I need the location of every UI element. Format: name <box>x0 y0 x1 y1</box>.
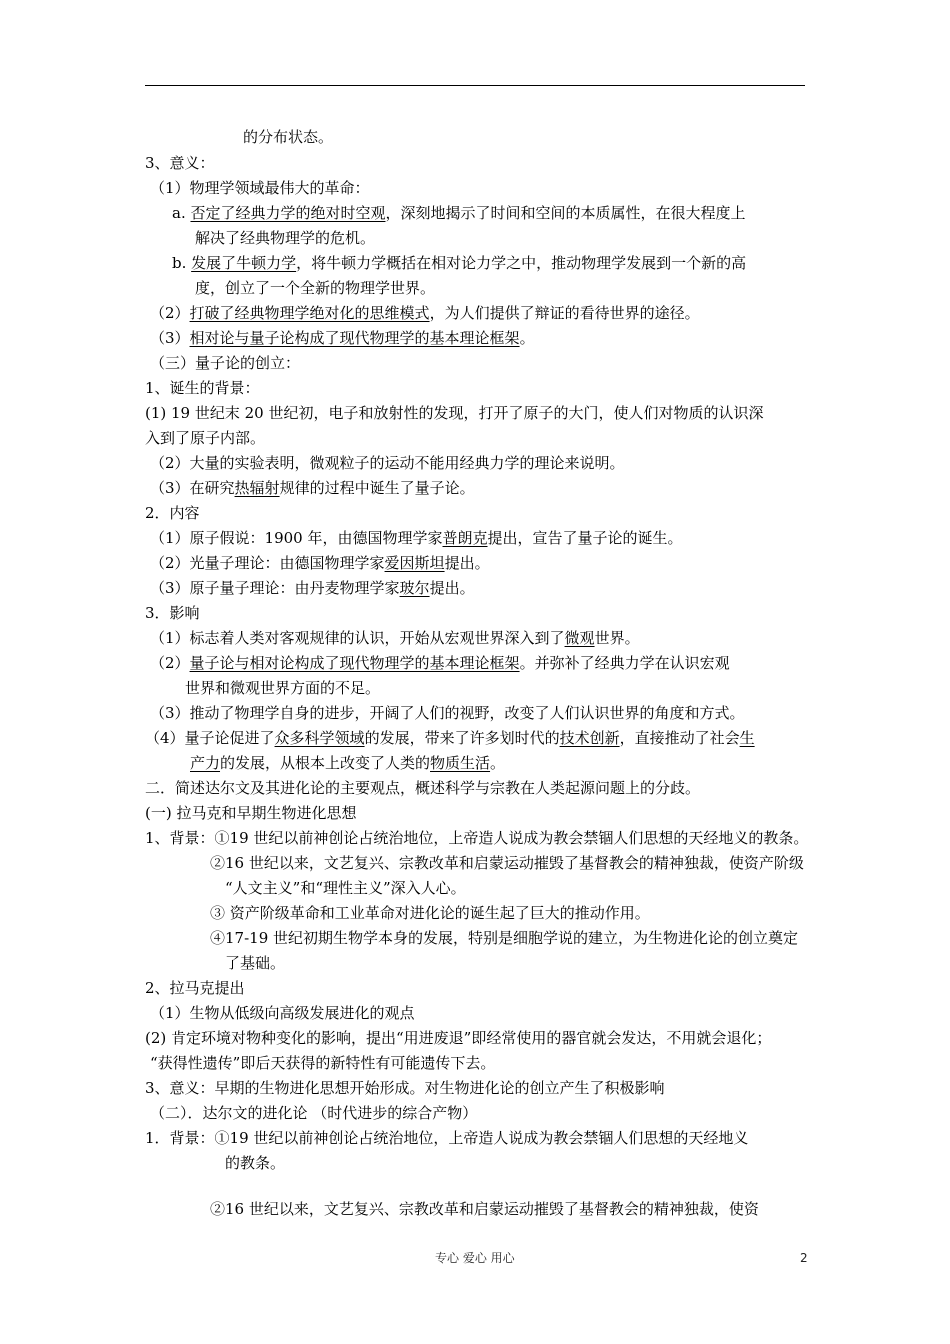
text-segment: 。并弥补了经典力学在认识宏观 <box>519 654 730 672</box>
text-line: (一) 拉马克和早期生物进化思想 <box>145 804 357 822</box>
text-line: 世界和微观世界方面的不足。 <box>185 679 381 697</box>
text-line <box>150 328 535 348</box>
text-segment: （1）标志着人类对客观规律的认识，开始从宏观世界深入到了 <box>150 629 565 647</box>
text-line: 2．内容 <box>145 504 200 522</box>
text-line: 的教条。 <box>225 1154 286 1172</box>
text-line <box>150 628 640 648</box>
underlined-term: 否定了经典力学的绝对时空观 <box>190 204 386 222</box>
text-line: ②16 世纪以来，文艺复兴、宗教改革和启蒙运动摧毁了基督教会的精神独裁，使资 <box>210 1200 759 1218</box>
underlined-term: 产力 <box>190 754 221 772</box>
text-segment: 。 <box>519 329 535 347</box>
text-segment: 。 <box>490 754 506 772</box>
text-segment: （3）在研究 <box>150 479 235 497</box>
text-line: （二）．达尔文的进化论 （时代进步的综合产物） <box>150 1104 478 1122</box>
text-line: “人文主义”和“理性主义”深入人心。 <box>225 879 466 897</box>
text-line: 入到了原子内部。 <box>145 429 266 447</box>
text-line <box>172 203 746 223</box>
underlined-term: 玻尔 <box>399 579 430 597</box>
text-segment: 提出。 <box>444 554 490 572</box>
text-segment: （3）原子量子理论：由丹麦物理学家 <box>150 579 400 597</box>
text-line: （1）生物从低级向高级发展进化的观点 <box>150 1004 415 1022</box>
underlined-term: 量子论与相对论构成了现代物理学的基本理论框架 <box>189 654 520 672</box>
text-line: 3、意义：早期的生物进化思想开始形成。对生物进化论的创立产生了积极影响 <box>145 1079 665 1097</box>
text-line: 度，创立了一个全新的物理学世界。 <box>195 279 436 297</box>
text-line: (2) 肯定环境对物种变化的影响，提出“用进废退”即经常使用的器官就会发达，不用就会退化； <box>145 1029 772 1047</box>
text-line <box>150 553 490 573</box>
text-segment: （2） <box>150 304 190 322</box>
text-line <box>150 303 700 323</box>
text-segment: ，直接推动了社会 <box>619 729 740 747</box>
underlined-term: 生 <box>739 729 755 747</box>
text-line: 1、背景：①19 世纪以前神创论占统治地位，上帝造人说成为教会禁锢人们思想的天经地义的教条。 <box>145 829 809 847</box>
text-line <box>150 528 683 548</box>
underlined-term: 爱因斯坦 <box>384 554 445 572</box>
text-line: 3、意义： <box>145 154 215 172</box>
text-segment: 的发展，带来了许多划时代的 <box>364 729 560 747</box>
text-segment: ，将牛顿力学概括在相对论力学之中，推动物理学发展到一个新的高 <box>296 254 747 272</box>
text-line: （2）大量的实验表明，微观粒子的运动不能用经典力学的理论来说明。 <box>150 454 625 472</box>
text-line: (1) 19 世纪末 20 世纪初，电子和放射性的发现，打开了原子的大门，使人们对物质的认识深 <box>145 404 764 422</box>
underlined-term: 物质生活 <box>430 754 491 772</box>
text-line: “获得性遗传”即后天获得的新特性有可能遗传下去。 <box>150 1054 496 1072</box>
text-line: 1、诞生的背景： <box>145 379 260 397</box>
text-segment: 世界。 <box>594 629 640 647</box>
underlined-term: 技术创新 <box>559 729 620 747</box>
underlined-term: 发展了牛顿力学 <box>191 254 297 272</box>
text-line <box>190 753 505 773</box>
text-line <box>150 653 730 673</box>
text-line <box>150 478 475 498</box>
text-line: （3）推动了物理学自身的进步，开阔了人们的视野，改变了人们认识世界的角度和方式。 <box>150 704 745 722</box>
text-line: 二．简述达尔文及其进化论的主要观点，概述科学与宗教在人类起源问题上的分歧。 <box>145 779 701 797</box>
underlined-term: 打破了经典物理学绝对化的思维模式 <box>189 304 430 322</box>
text-segment: ，为人们提供了辩证的看待世界的途径。 <box>429 304 700 322</box>
text-segment: （3） <box>150 329 190 347</box>
text-segment: 规律的过程中诞生了量子论。 <box>279 479 475 497</box>
text-line: （三）量子论的创立： <box>150 354 301 372</box>
text-line: 解决了经典物理学的危机。 <box>195 229 376 247</box>
text-line: ③ 资产阶级革命和工业革命对进化论的诞生起了巨大的推动作用。 <box>210 904 650 922</box>
text-line: 2、拉马克提出 <box>145 979 245 997</box>
header-rule <box>145 85 805 86</box>
text-segment: ，深刻地揭示了时间和空间的本质属性，在很大程度上 <box>385 204 746 222</box>
text-line <box>145 728 755 748</box>
text-segment: a. <box>172 204 191 222</box>
text-line <box>150 578 475 598</box>
underlined-term: 热辐射 <box>234 479 280 497</box>
underlined-term: 普朗克 <box>442 529 488 547</box>
text-segment: （1）原子假说：1900 年，由德国物理学家 <box>150 529 443 547</box>
text-line: 了基础。 <box>225 954 286 972</box>
text-segment: （2）光量子理论：由德国物理学家 <box>150 554 385 572</box>
underlined-term: 众多科学领域 <box>274 729 365 747</box>
text-line: 3．影响 <box>145 604 200 622</box>
page-number: 2 <box>800 1251 808 1265</box>
text-segment: 的发展，从根本上改变了人类的 <box>220 754 431 772</box>
text-line: ②16 世纪以来，文艺复兴、宗教改革和启蒙运动摧毁了基督教会的精神独裁，使资产阶级 <box>210 854 804 872</box>
text-segment: （4）量子论促进了 <box>145 729 275 747</box>
text-line <box>172 253 746 273</box>
text-segment: （2） <box>150 654 190 672</box>
text-line: 的分布状态。 <box>243 128 334 146</box>
footer-text: 专心 爱心 用心 <box>435 1251 515 1265</box>
underlined-term: 相对论与量子论构成了现代物理学的基本理论框架 <box>189 329 520 347</box>
underlined-term: 微观 <box>564 629 595 647</box>
text-segment: b. <box>172 254 192 272</box>
text-segment: 提出，宣告了量子论的诞生。 <box>487 529 683 547</box>
text-line: 1．背景：①19 世纪以前神创论占统治地位，上帝造人说成为教会禁锢人们思想的天经地义 <box>145 1129 749 1147</box>
text-line: （1）物理学领域最伟大的革命： <box>150 179 370 197</box>
text-line: ④17-19 世纪初期生物学本身的发展，特别是细胞学说的建立，为生物进化论的创立奠定 <box>210 929 799 947</box>
text-segment: 提出。 <box>429 579 475 597</box>
